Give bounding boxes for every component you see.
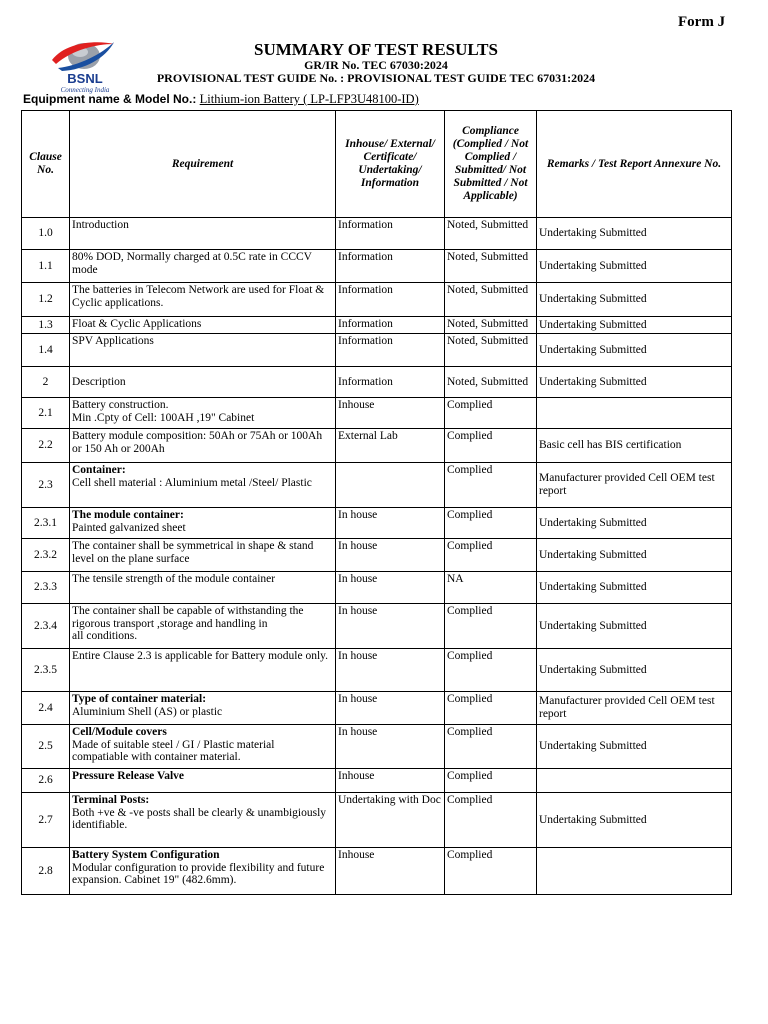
form-label: Form J	[678, 14, 726, 30]
clause-cell: 2	[22, 367, 70, 398]
table-row	[22, 793, 732, 848]
table-row	[22, 769, 732, 793]
clause-cell: 2.3	[22, 463, 70, 508]
requirement-cell	[70, 218, 336, 250]
requirement-title: Terminal Posts:	[72, 794, 150, 806]
clause-cell: 2.5	[22, 725, 70, 769]
requirement-title: Pressure Release Valve	[72, 770, 185, 782]
compliance-cell: Noted, Submitted	[445, 218, 537, 250]
source-cell: In house	[336, 604, 445, 649]
compliance-cell: Complied	[445, 692, 537, 725]
svg-text:BSNL: BSNL	[67, 71, 103, 86]
compliance-cell: Noted, Submitted	[445, 317, 537, 334]
remarks-cell: Undertaking Submitted	[537, 725, 732, 769]
requirement-text: Modular configuration to provide flexibility and future expansion. Cabinet 19" (482.6mm).	[72, 861, 325, 887]
remarks-cell: Undertaking Submitted	[537, 604, 732, 649]
compliance-cell: Complied	[445, 793, 537, 848]
compliance-cell: Noted, Submitted	[445, 367, 537, 398]
equipment-line	[23, 92, 419, 107]
remarks-cell: Undertaking Submitted	[537, 572, 732, 604]
equipment-model: Lithium-ion Battery ( LP-LFP3U48100-ID)	[199, 92, 419, 106]
source-cell: Information	[336, 367, 445, 398]
header-remarks: Remarks / Test Report Annexure No.	[537, 111, 732, 218]
table-row	[22, 508, 732, 539]
clause-cell: 2.8	[22, 848, 70, 895]
remarks-cell: Undertaking Submitted	[537, 317, 732, 334]
requirement-text: Aluminium Shell (AS) or plastic	[72, 705, 223, 718]
remarks-cell: Undertaking Submitted	[537, 508, 732, 539]
requirement-text: Description	[72, 375, 126, 388]
requirement-cell	[70, 769, 336, 793]
remarks-cell: Basic cell has BIS certification	[537, 429, 732, 463]
table-row	[22, 367, 732, 398]
source-cell: Inhouse	[336, 848, 445, 895]
table-row	[22, 218, 732, 250]
compliance-cell: Complied	[445, 508, 537, 539]
table-row	[22, 463, 732, 508]
clause-cell: 2.7	[22, 793, 70, 848]
source-cell: In house	[336, 725, 445, 769]
compliance-cell: Complied	[445, 539, 537, 572]
requirement-text: Both +ve & -ve posts shall be clearly & unambigiously identifiable.	[72, 806, 327, 832]
svg-text:Connecting India: Connecting India	[60, 86, 110, 94]
clause-cell: 1.3	[22, 317, 70, 334]
clause-cell: 2.3.2	[22, 539, 70, 572]
compliance-cell: Complied	[445, 848, 537, 895]
source-cell	[336, 463, 445, 508]
results-table	[21, 110, 732, 895]
requirement-text: Introduction	[72, 219, 129, 231]
compliance-cell: Noted, Submitted	[445, 250, 537, 283]
requirement-title: Cell/Module covers	[72, 726, 167, 738]
requirement-cell	[70, 649, 336, 692]
requirement-cell	[70, 398, 336, 429]
source-cell: Inhouse	[336, 769, 445, 793]
table-row	[22, 692, 732, 725]
table-row	[22, 649, 732, 692]
requirement-cell	[70, 604, 336, 649]
source-cell: In house	[336, 692, 445, 725]
requirement-text: Made of suitable steel / GI / Plastic material compatiable with container material.	[72, 738, 275, 764]
clause-cell: 1.4	[22, 334, 70, 367]
requirement-cell	[70, 572, 336, 604]
remarks-cell: Manufacturer provided Cell OEM test report	[537, 692, 732, 725]
requirement-cell	[70, 463, 336, 508]
page-title: SUMMARY OF TEST RESULTS	[254, 40, 498, 59]
source-cell: Information	[336, 283, 445, 317]
equipment-label: Equipment name & Model No.:	[23, 92, 200, 106]
remarks-cell: Undertaking Submitted	[537, 649, 732, 692]
requirement-cell	[70, 367, 336, 398]
requirement-cell	[70, 508, 336, 539]
table-row	[22, 317, 732, 334]
requirement-cell	[70, 317, 336, 334]
source-cell: Information	[336, 317, 445, 334]
requirement-cell	[70, 793, 336, 848]
requirement-cell	[70, 539, 336, 572]
clause-cell: 2.1	[22, 398, 70, 429]
requirement-text: The container shall be symmetrical in shape & stand level on the plane surface	[72, 540, 314, 565]
requirement-text: Cell shell material : Aluminium metal /Steel/ Plastic	[72, 476, 312, 489]
remarks-cell	[537, 769, 732, 793]
table-row	[22, 725, 732, 769]
compliance-cell: Noted, Submitted	[445, 283, 537, 317]
source-cell: Inhouse	[336, 398, 445, 429]
requirement-cell	[70, 429, 336, 463]
table-row	[22, 283, 732, 317]
requirement-title: Type of container material:	[72, 693, 207, 705]
compliance-cell: Noted, Submitted	[445, 334, 537, 367]
source-cell: Information	[336, 334, 445, 367]
clause-cell: 2.3.4	[22, 604, 70, 649]
remarks-cell: Manufacturer provided Cell OEM test report	[537, 463, 732, 508]
table-row	[22, 398, 732, 429]
remarks-cell: Undertaking Submitted	[537, 367, 732, 398]
requirement-text: The batteries in Telecom Network are used for Float & Cyclic applications.	[72, 284, 325, 309]
requirement-cell	[70, 725, 336, 769]
requirement-text: Battery construction. Min .Cpty of Cell: 100AH ,19" Cabinet	[72, 399, 255, 424]
requirement-text: SPV Applications	[72, 335, 154, 347]
table-row	[22, 250, 732, 283]
clause-cell: 2.3.5	[22, 649, 70, 692]
source-cell: In house	[336, 539, 445, 572]
header-requirement: Requirement	[70, 111, 336, 218]
gr-number: GR/IR No. TEC 67030:2024	[304, 58, 448, 72]
source-cell: In house	[336, 649, 445, 692]
table-header-row	[22, 111, 732, 218]
source-cell: In house	[336, 572, 445, 604]
clause-cell: 1.2	[22, 283, 70, 317]
table-row	[22, 334, 732, 367]
requirement-title: Battery System Configuration	[72, 849, 220, 861]
requirement-text: 80% DOD, Normally charged at 0.5C rate in CCCV mode	[72, 251, 312, 276]
table-row	[22, 572, 732, 604]
compliance-cell: Complied	[445, 398, 537, 429]
requirement-text: Entire Clause 2.3 is applicable for Battery module only.	[72, 650, 329, 662]
compliance-cell: Complied	[445, 604, 537, 649]
table-row	[22, 539, 732, 572]
table-row	[22, 604, 732, 649]
requirement-text: Battery module composition: 50Ah or 75Ah or 100Ah or 150 Ah or 200Ah	[72, 430, 323, 455]
requirement-title: Container:	[72, 464, 126, 476]
remarks-cell: Undertaking Submitted	[537, 539, 732, 572]
clause-cell: 1.1	[22, 250, 70, 283]
header-compliance: Compliance (Complied / Not Complied / Submitted/ Not Submitted / Not Applicable)	[445, 111, 537, 218]
table-row	[22, 429, 732, 463]
header-source: Inhouse/ External/ Certificate/ Undertaking/ Information	[336, 111, 445, 218]
table-row	[22, 848, 732, 895]
source-cell: In house	[336, 508, 445, 539]
compliance-cell: Complied	[445, 725, 537, 769]
remarks-cell: Undertaking Submitted	[537, 250, 732, 283]
test-guide: PROVISIONAL TEST GUIDE No. : PROVISIONAL TEST GUIDE TEC 67031:2024	[156, 71, 596, 85]
source-cell: Information	[336, 250, 445, 283]
remarks-cell	[537, 848, 732, 895]
requirement-cell	[70, 848, 336, 895]
clause-cell: 2.4	[22, 692, 70, 725]
compliance-cell: Complied	[445, 429, 537, 463]
compliance-cell: Complied	[445, 463, 537, 508]
requirement-cell	[70, 283, 336, 317]
clause-cell: 2.2	[22, 429, 70, 463]
requirement-text: The tensile strength of the module container	[72, 573, 276, 585]
remarks-cell	[537, 398, 732, 429]
source-cell: Undertaking with Doc	[336, 793, 445, 848]
clause-cell: 2.6	[22, 769, 70, 793]
clause-cell: 2.3.1	[22, 508, 70, 539]
clause-cell: 2.3.3	[22, 572, 70, 604]
requirement-text: The container shall be capable of withstanding the rigorous transport ,storage and handling in all conditions.	[72, 605, 304, 643]
requirement-cell	[70, 250, 336, 283]
remarks-cell: Undertaking Submitted	[537, 334, 732, 367]
compliance-cell: Complied	[445, 649, 537, 692]
remarks-cell: Undertaking Submitted	[537, 218, 732, 250]
requirement-title: The module container:	[72, 509, 184, 521]
requirement-text: Float & Cyclic Applications	[72, 318, 202, 330]
source-cell: Information	[336, 218, 445, 250]
compliance-cell: Complied	[445, 769, 537, 793]
compliance-cell: NA	[445, 572, 537, 604]
source-cell: External Lab	[336, 429, 445, 463]
remarks-cell: Undertaking Submitted	[537, 283, 732, 317]
remarks-cell: Undertaking Submitted	[537, 793, 732, 848]
clause-cell: 1.0	[22, 218, 70, 250]
requirement-cell	[70, 334, 336, 367]
requirement-text: Painted galvanized sheet	[72, 521, 186, 534]
header-clause: Clause No.	[22, 111, 70, 218]
requirement-cell	[70, 692, 336, 725]
